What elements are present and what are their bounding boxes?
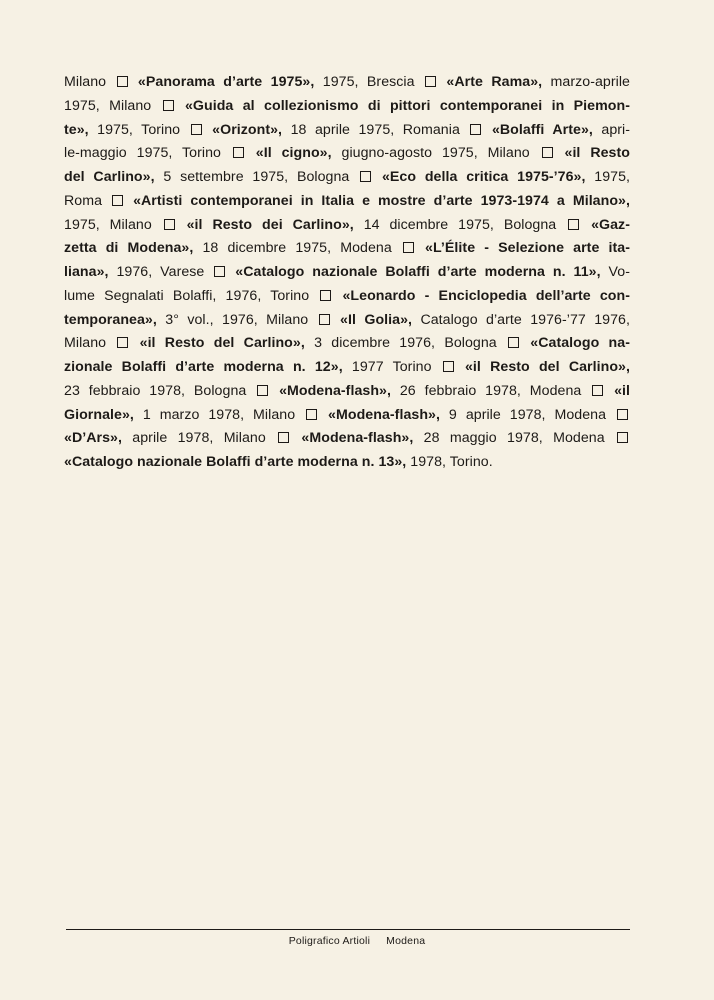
publication-title: «Catalogo nazionale Bolaffi d’arte moderna n. 11»,: [227, 264, 609, 280]
citation-detail: 28 maggio 1978, Modena: [423, 430, 615, 447]
square-bullet-icon: [319, 314, 330, 325]
citation-detail: 1976, Varese: [116, 264, 213, 280]
publication-title: «Il Golia»,: [331, 311, 421, 328]
citation-detail: marzo-aprile: [550, 74, 630, 90]
publication-title: «Arte Rama»,: [438, 74, 551, 90]
text-line: [64, 380, 630, 404]
square-bullet-icon: [233, 147, 244, 158]
citation-detail: 1975, Brescia: [322, 74, 423, 90]
publication-title: «il Resto del Carlino»,: [455, 359, 630, 375]
square-bullet-icon: [360, 171, 371, 182]
text-line: [64, 214, 630, 238]
citation-detail: 23 febbraio 1978, Bologna: [64, 382, 256, 399]
publication-title: «il Resto dei Carlino»,: [176, 216, 364, 233]
citation-detail: lume Segnalati Bolaffi, 1976, Torino: [64, 287, 319, 304]
citation-detail: 18 aprile 1975, Romania: [290, 121, 469, 138]
publication-title: te»,: [64, 121, 98, 138]
publication-title: «il Resto del Carlino»,: [130, 335, 315, 352]
citation-detail: giugno-agosto 1975, Milano: [341, 145, 540, 162]
text-line: [64, 95, 630, 119]
publication-title: «il: [605, 382, 630, 399]
publication-title: zionale Bolaffi d’arte moderna n. 12»,: [64, 359, 352, 375]
publication-title: «Orizont»,: [203, 121, 291, 138]
citation-detail: 1978, Torino.: [410, 454, 493, 470]
citation-detail: 9 aprile 1978, Modena: [448, 406, 615, 423]
square-bullet-icon: [542, 147, 553, 158]
citation-detail: 1975, Milano: [64, 216, 162, 233]
square-bullet-icon: [257, 385, 268, 396]
text-line: [64, 119, 630, 143]
citation-detail: Roma: [64, 192, 111, 209]
citation-detail: aprile 1978, Milano: [132, 430, 277, 447]
publication-title: «Modena-flash»,: [291, 430, 424, 447]
text-line: [64, 451, 630, 475]
citation-detail: Vo-: [608, 264, 630, 280]
text-line: [64, 309, 630, 333]
square-bullet-icon: [617, 409, 628, 420]
text-line: [64, 285, 630, 309]
publication-title: liana»,: [64, 264, 117, 280]
publication-title: «Leonardo - Enciclopedia dell’arte con-: [333, 287, 630, 304]
square-bullet-icon: [470, 124, 481, 135]
publication-title: del Carlino»,: [64, 169, 164, 185]
citation-detail: apri-: [601, 121, 631, 138]
square-bullet-icon: [508, 337, 519, 348]
text-line: [64, 332, 630, 356]
citation-detail: le-maggio 1975, Torino: [64, 145, 231, 162]
square-bullet-icon: [117, 337, 128, 348]
citation-detail: 1975,: [594, 169, 631, 185]
text-line: [64, 190, 630, 214]
publication-title: «Artisti contemporanei in Italia e mostre d’arte 1973-1974 a Milano»,: [125, 192, 630, 209]
publication-title: «Catalogo nazionale Bolaffi d’arte moderna n. 13»,: [64, 454, 411, 470]
text-line: [64, 166, 630, 190]
square-bullet-icon: [320, 290, 331, 301]
square-bullet-icon: [117, 76, 128, 87]
citation-detail: 14 dicembre 1975, Bologna: [363, 216, 567, 233]
text-line: [64, 404, 630, 428]
square-bullet-icon: [112, 195, 123, 206]
text-line: [64, 356, 630, 380]
square-bullet-icon: [568, 219, 579, 230]
publication-title: «Panorama d’arte 1975»,: [129, 74, 323, 90]
publication-title: «Guida al collezionismo di pittori contemporanei in Piemon-: [175, 97, 630, 114]
citation-detail: Milano: [64, 335, 116, 352]
citation-detail: 3 dicembre 1976, Bologna: [314, 335, 506, 352]
square-bullet-icon: [617, 432, 628, 443]
square-bullet-icon: [403, 242, 414, 253]
square-bullet-icon: [592, 385, 603, 396]
citation-detail: Catalogo d’arte 1976-’77 1976,: [420, 311, 630, 328]
publication-title: «Bolaffi Arte»,: [483, 121, 602, 138]
exhibition-bibliography-text: [64, 71, 630, 475]
citation-detail: 3° vol., 1976, Milano: [165, 311, 317, 328]
text-line: [64, 261, 630, 285]
square-bullet-icon: [425, 76, 436, 87]
square-bullet-icon: [278, 432, 289, 443]
publication-title: «D’Ars»,: [64, 430, 133, 447]
footer-divider: [66, 929, 630, 930]
square-bullet-icon: [443, 361, 454, 372]
text-line: [64, 237, 630, 261]
publication-title: «Modena-flash»,: [319, 406, 449, 423]
text-line: [64, 71, 630, 95]
square-bullet-icon: [214, 266, 225, 277]
citation-detail: 18 dicembre 1975, Modena: [202, 240, 401, 257]
square-bullet-icon: [306, 409, 317, 420]
citation-detail: 26 febbraio 1978, Modena: [399, 382, 591, 399]
citation-detail: 1977 Torino: [351, 359, 441, 375]
citation-detail: 1975, Milano: [64, 97, 161, 114]
square-bullet-icon: [191, 124, 202, 135]
citation-detail: 1975, Torino: [97, 121, 189, 138]
printer-city: Modena: [386, 935, 426, 947]
text-line: [64, 142, 630, 166]
text-line: [64, 427, 630, 451]
printer-name: Poligrafico Artioli: [288, 935, 371, 947]
publication-title: «Catalogo na-: [521, 335, 630, 352]
footer: [0, 935, 714, 947]
publication-title: «Gaz-: [581, 216, 630, 233]
publication-title: «Il cigno»,: [245, 145, 342, 162]
square-bullet-icon: [163, 100, 174, 111]
publication-title: «L’Élite - Selezione arte ita-: [415, 240, 630, 257]
publication-title: zetta di Modena»,: [64, 240, 203, 257]
publication-title: «Modena-flash»,: [270, 382, 400, 399]
publication-title: Giornale»,: [64, 406, 143, 423]
publication-title: «Eco della critica 1975-’76»,: [373, 169, 595, 185]
citation-detail: 5 settembre 1975, Bologna: [163, 169, 359, 185]
citation-detail: Milano: [64, 74, 115, 90]
citation-detail: 1 marzo 1978, Milano: [142, 406, 305, 423]
square-bullet-icon: [164, 219, 175, 230]
publication-title: temporanea»,: [64, 311, 166, 328]
publication-title: «il Resto: [554, 145, 630, 162]
